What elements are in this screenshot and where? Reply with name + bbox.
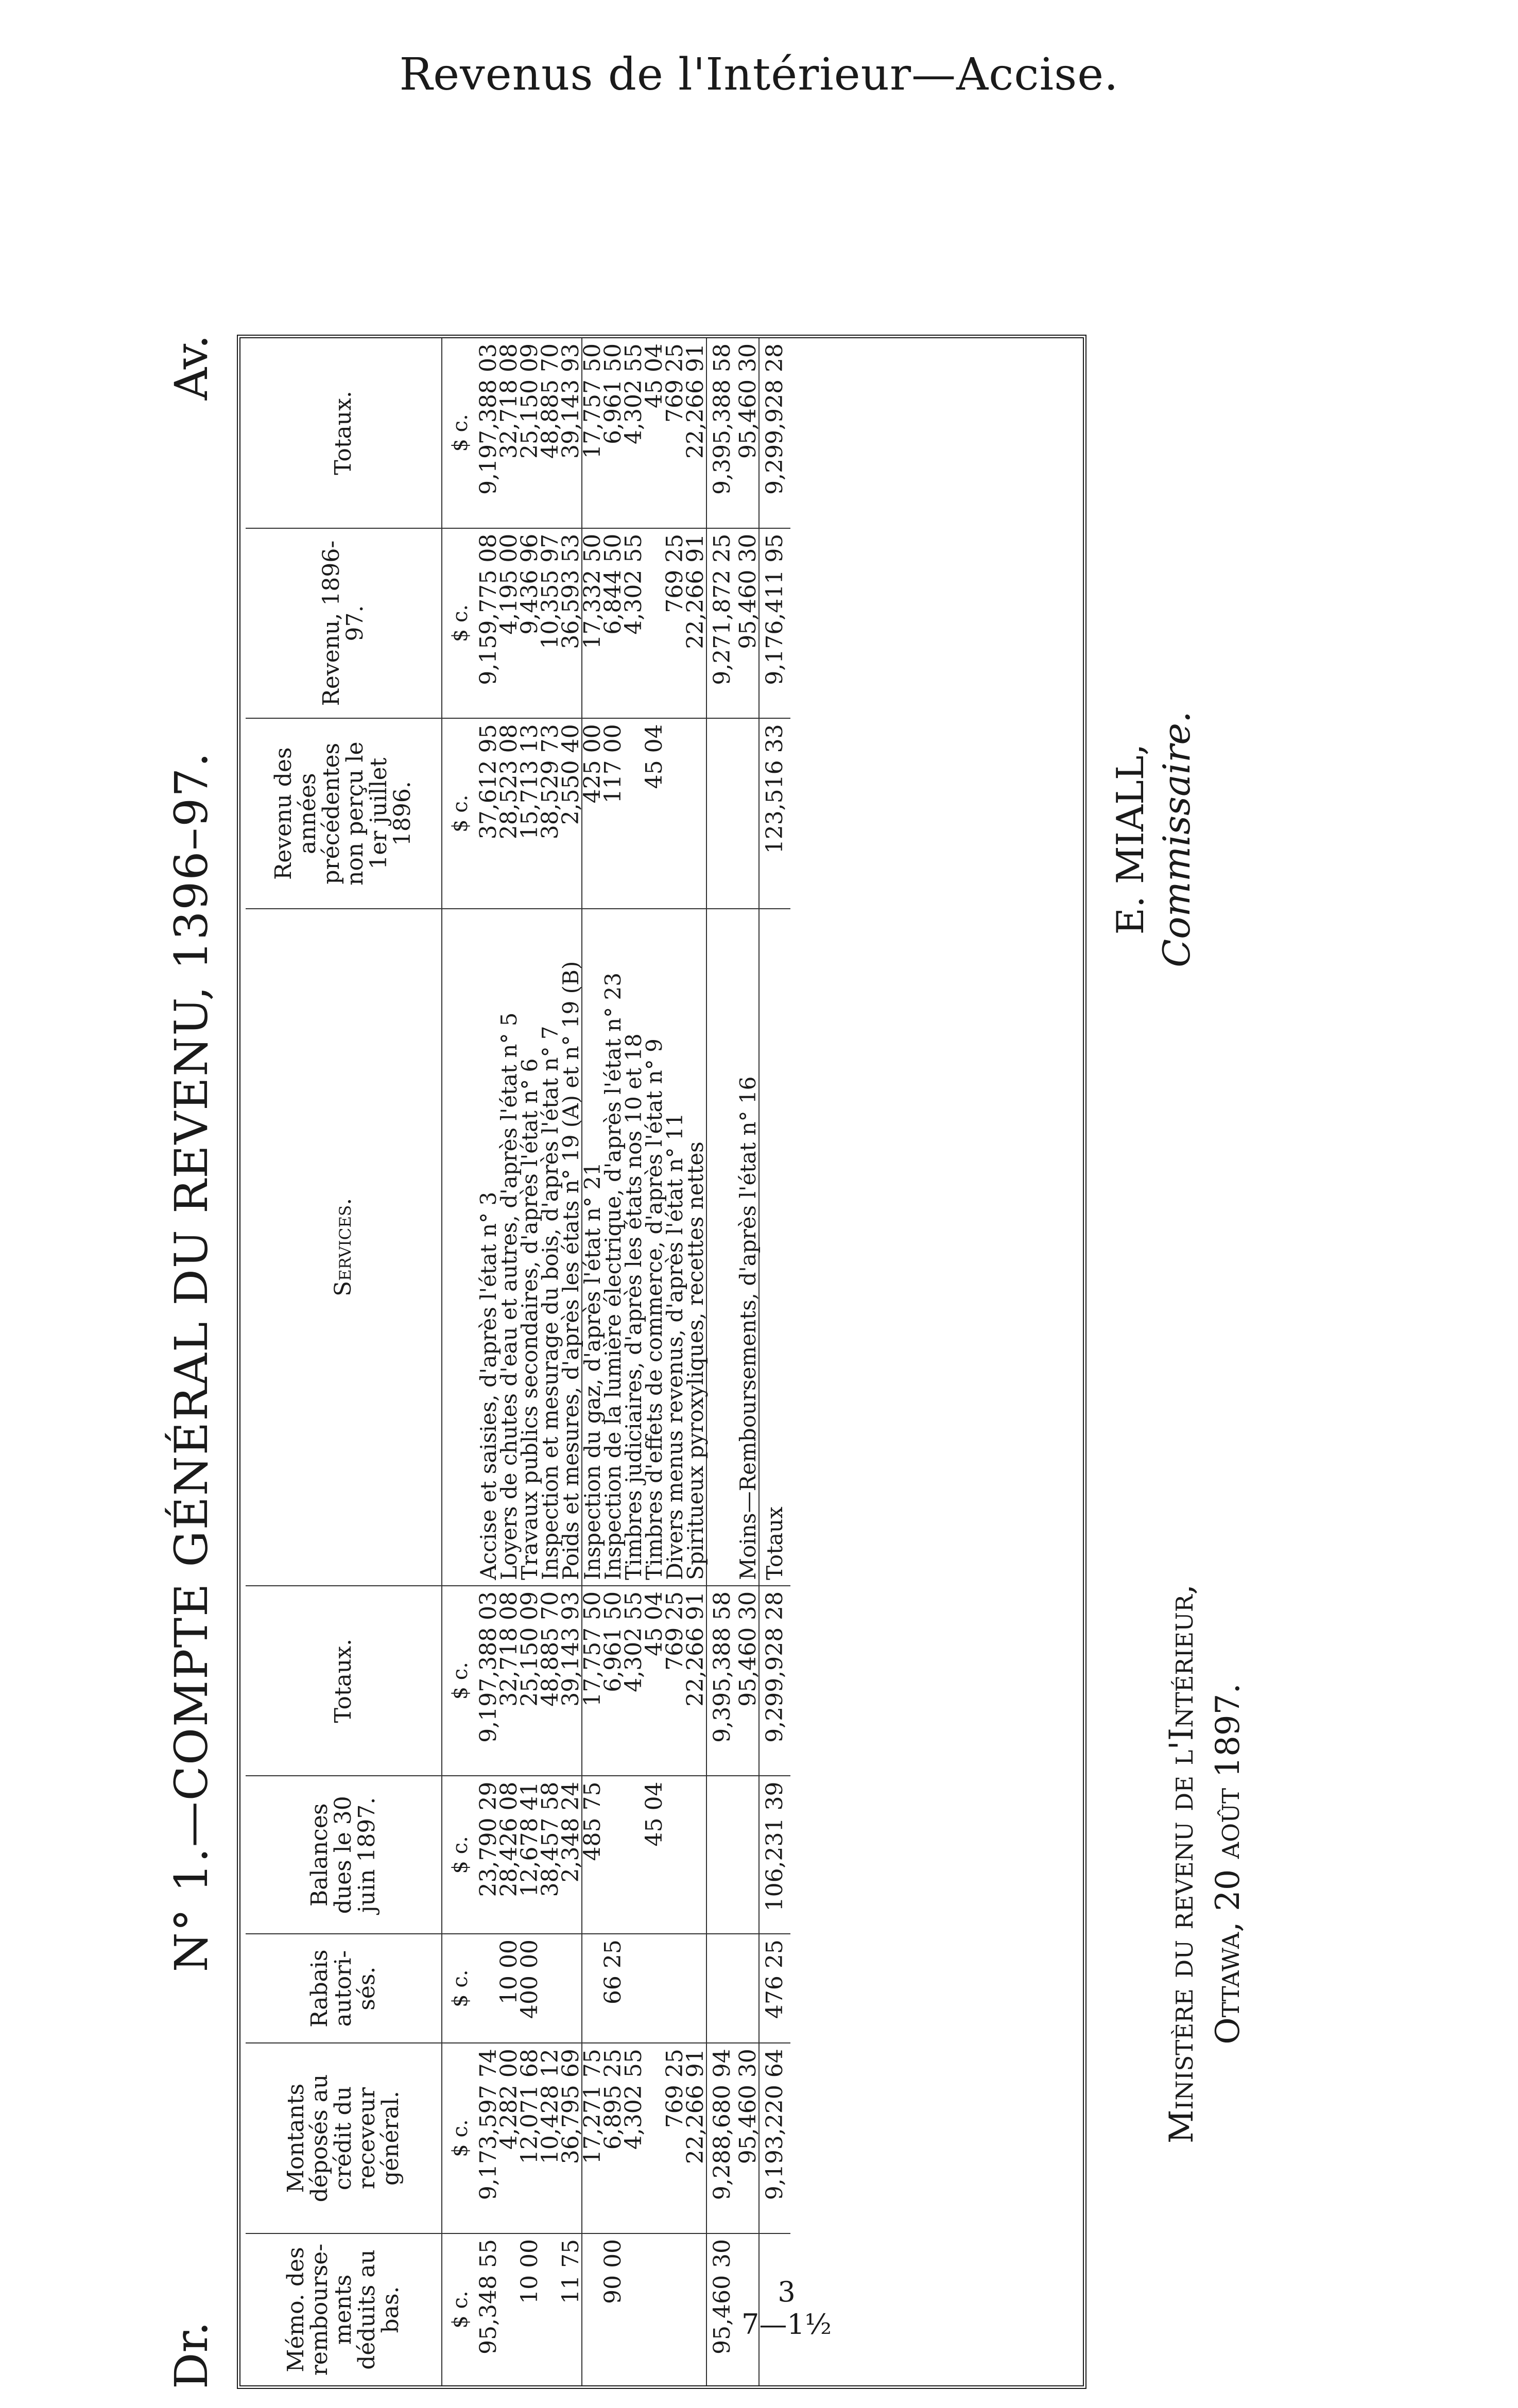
- cell-total: 48,885 70: [540, 1586, 561, 1776]
- cell-montants: 12,071 68: [520, 2043, 540, 2233]
- cell-prev: 117 00: [603, 718, 624, 909]
- col-totaux-header: Totaux.: [246, 1586, 442, 1776]
- signatory-title: Commissaire.: [1155, 711, 1198, 967]
- cell-service: Totaux: [759, 909, 790, 1586]
- cell-balances: [665, 1776, 685, 1934]
- unit-row: [442, 338, 478, 2385]
- cell-prev: [685, 718, 706, 909]
- cell-balances: [706, 1776, 738, 1934]
- cell-total2: 9,395,388 58: [706, 338, 738, 528]
- cell-memo: [685, 2233, 706, 2385]
- unit-cell: $ c.: [442, 1776, 478, 1934]
- cell-memo: 95,348 55: [478, 2233, 499, 2385]
- cell-rabais: 66 25: [603, 1934, 624, 2043]
- page-reference: 7—1½: [741, 2308, 832, 2341]
- cell-balances: 2,348 24: [561, 1776, 582, 1934]
- cell-montants: 9,288,680 94: [706, 2043, 738, 2233]
- page-number: [741, 2276, 832, 2341]
- header-row: [246, 338, 442, 2385]
- cell-total2: 25,150 09: [516, 343, 543, 459]
- cell-revenu: 9,436 96: [520, 528, 540, 719]
- cell-revenu: 9,159,775 08: [478, 528, 499, 719]
- cell-revenu: 10,355 97: [540, 528, 561, 719]
- cell-montants: 10,428 12: [540, 2043, 561, 2233]
- cell-service: Loyers de chutes d'eau et autres, d'après l'état n° 5: [499, 909, 520, 1586]
- cell-service: Inspection du gaz, d'après l'état n° 21: [582, 909, 603, 1586]
- table-row: [759, 338, 790, 2385]
- cell-total2: 39,143 93: [558, 343, 584, 459]
- cell-rabais: [644, 1934, 665, 2043]
- cell-revenu: 769 25: [665, 528, 685, 719]
- signatory-name: E. MIALL,: [1109, 743, 1152, 935]
- cell-balances: 12,678 41: [520, 1776, 540, 1934]
- cell-service: Timbres d'effets de commerce, d'après l'état n° 9: [644, 909, 665, 1586]
- cell-prev: 425 00: [582, 718, 603, 909]
- cell-service: Timbres judiciaires, d'après les états nos 10 et 18: [624, 909, 644, 1586]
- cell-balances: 28,426 08: [499, 1776, 520, 1934]
- cell-total: 9,395,388 58: [706, 1586, 738, 1776]
- cell-montants: 22,266 91: [685, 2043, 706, 2233]
- cell-rabais: 10 00: [499, 1934, 520, 2043]
- col-balances-header: Balances dues le 30 juin 1897.: [246, 1776, 442, 1934]
- col-montants-header: Montants déposés au crédit du receveur général.: [246, 2043, 442, 2233]
- cell-total: 95,460 30: [738, 1586, 759, 1776]
- col-revenu-prec-header: Revenu des années précédentes non perçu le 1er juillet 1896.: [246, 718, 442, 909]
- cell-montants: 4,302 55: [624, 2043, 644, 2233]
- cell-balances: 23,790 29: [478, 1776, 499, 1934]
- col-services-header: Services.: [246, 909, 442, 1586]
- debit-label: Dr.: [165, 2322, 218, 2389]
- cell-revenu: 4,302 55: [624, 528, 644, 719]
- cell-revenu: 22,266 91: [685, 528, 706, 719]
- cell-total: 25,150 09: [520, 1586, 540, 1776]
- cell-total: 45 04: [644, 1586, 665, 1776]
- cell-service: Inspection et mesurage du bois, d'après l'état n° 7: [540, 909, 561, 1586]
- cell-rabais: [706, 1934, 738, 2043]
- unit-cell: $ c.: [442, 2043, 478, 2233]
- cell-prev: 38,529 73: [540, 718, 561, 909]
- cell-total2: 32,718 08: [496, 343, 522, 459]
- cell-montants: 95,460 30: [738, 2043, 759, 2233]
- cell-revenu: 9,176,411 95: [759, 528, 790, 719]
- unit-cell: $ c.: [442, 718, 478, 909]
- cell-rabais: [738, 1934, 759, 2043]
- cell-montants: 9,193,220 64: [759, 2043, 790, 2233]
- cell-total: 4,302 55: [624, 1586, 644, 1776]
- cell-service: Spiritueux pyroxyliques, recettes nettes: [685, 909, 706, 1586]
- cell-balances: [603, 1776, 624, 1934]
- cell-montants: 17,271 75: [582, 2043, 603, 2233]
- signature-block: [1107, 608, 1200, 1071]
- cell-montants: 6,895 25: [603, 2043, 624, 2233]
- cell-balances: 38,457 58: [540, 1776, 561, 1934]
- cell-total: 22,266 91: [685, 1586, 706, 1776]
- cell-montants: 36,795 69: [561, 2043, 582, 2233]
- revenue-table-frame: [237, 335, 1086, 2389]
- cell-memo: 90 00: [603, 2233, 624, 2385]
- cell-total2: 48,885 70: [537, 343, 563, 459]
- cell-total: 39,143 93: [561, 1586, 582, 1776]
- page-header: Revenus de l'Intérieur—Accise.: [399, 49, 1119, 100]
- cell-balances: 45 04: [644, 1776, 665, 1934]
- table-row: [706, 338, 738, 2385]
- cell-total2: 4,302 55: [620, 343, 647, 444]
- cell-service: Poids et mesures, d'après les états n° 19 (A) et n° 19 (B): [561, 909, 582, 1586]
- cell-rabais: 476 25: [759, 1934, 790, 2043]
- cell-prev: 123,516 33: [759, 718, 790, 909]
- ministry-line: Ministère du revenu de l'Intérieur,: [1163, 1584, 1201, 2144]
- cell-rabais: [624, 1934, 644, 2043]
- cell-revenu: 4,195 00: [499, 528, 520, 719]
- cell-balances: 106,231 39: [759, 1776, 790, 1934]
- cell-montants: 9,173,597 74: [478, 2043, 499, 2233]
- cell-balances: [738, 1776, 759, 1934]
- cell-balances: 485 75: [582, 1776, 603, 1934]
- credit-label: Av.: [165, 335, 218, 401]
- col-rabais-header: Rabais autori-sés.: [246, 1934, 442, 2043]
- cell-total: 9,197,388 03: [478, 1586, 499, 1776]
- cell-total2: 45 04: [641, 343, 667, 408]
- cell-total: 9,299,928 28: [759, 1586, 790, 1776]
- table-row: [738, 338, 759, 2385]
- cell-memo: [665, 2233, 685, 2385]
- table-title: N° 1.—COMPTE GÉNÉRAL DU REVENU, 1396–97.: [165, 751, 218, 1972]
- cell-total2: 769 25: [662, 343, 688, 423]
- revenue-table: [246, 338, 790, 2385]
- cell-total2: 17,757 50: [582, 338, 603, 528]
- cell-service: Inspection de la lumière électrique, d'après l'état n° 23: [603, 909, 624, 1586]
- cell-revenu: 9,271,872 25: [706, 528, 738, 719]
- cell-service: [706, 909, 738, 1586]
- unit-cell: $ c.: [442, 2233, 478, 2385]
- cell-prev: [706, 718, 738, 909]
- cell-rabais: [685, 1934, 706, 2043]
- cell-prev: 2,550 40: [561, 718, 582, 909]
- unit-cell: [442, 909, 478, 1586]
- cell-total2: 6,961 50: [600, 343, 626, 444]
- cell-prev: 15,713 13: [520, 718, 540, 909]
- cell-memo: 95,460 30: [706, 2233, 738, 2385]
- cell-total: 6,961 50: [603, 1586, 624, 1776]
- cell-total: 32,718 08: [499, 1586, 520, 1776]
- cell-rabais: [540, 1934, 561, 2043]
- cell-prev: [738, 718, 759, 909]
- cell-total2: 22,266 91: [682, 343, 709, 459]
- table-row: [624, 338, 644, 2385]
- table-body: [442, 338, 790, 2385]
- cell-total2: 9,197,388 03: [475, 343, 502, 495]
- cell-revenu: 36,593 53: [561, 528, 582, 719]
- cell-revenu: 17,332 50: [582, 528, 603, 719]
- cell-total2: 95,460 30: [735, 343, 761, 459]
- cell-service: Travaux publics secondaires, d'après l'état n° 6: [520, 909, 540, 1586]
- cell-revenu: 95,460 30: [738, 528, 759, 719]
- table-row: [561, 338, 582, 2385]
- cell-prev: 28,523 08: [499, 718, 520, 909]
- col-memo-header: Mémo. des rembourse-ments déduits au bas.: [246, 2233, 442, 2385]
- cell-prev: [665, 718, 685, 909]
- cell-service: Moins—Remboursements, d'après l'état n° 16: [738, 909, 759, 1586]
- cell-memo: 11 75: [561, 2233, 582, 2385]
- col-revenu-header: Revenu, 1896-97.: [246, 528, 442, 719]
- cell-memo: 10 00: [520, 2233, 540, 2385]
- page-number-value: 3: [778, 2276, 796, 2308]
- unit-cell: $ c.: [442, 1934, 478, 2043]
- cell-prev: 45 04: [644, 718, 665, 909]
- cell-memo: [644, 2233, 665, 2385]
- col-totaux2-header: Totaux.: [246, 338, 442, 528]
- cell-rabais: 400 00: [520, 1934, 540, 2043]
- cell-rabais: [665, 1934, 685, 2043]
- cell-montants: 4,282 00: [499, 2043, 520, 2233]
- cell-prev: 37,612 95: [478, 718, 499, 909]
- unit-cell: $ c.: [442, 1586, 478, 1776]
- cell-rabais: [561, 1934, 582, 2043]
- cell-total2: 9,299,928 28: [759, 338, 790, 528]
- cell-balances: [685, 1776, 706, 1934]
- cell-revenu: 6,844 50: [603, 528, 624, 719]
- rotated-page-content: [165, 335, 1385, 2389]
- ministry-footer: [1159, 1400, 1251, 2327]
- cell-service: Accise et saisies, d'après l'état n° 3: [478, 909, 499, 1586]
- cell-total: 769 25: [665, 1586, 685, 1776]
- unit-cell: $ c.: [449, 414, 472, 452]
- cell-service: Divers menus revenus, d'après l'état n° 11: [665, 909, 685, 1586]
- unit-cell: $ c.: [442, 528, 478, 719]
- table-row: [685, 338, 706, 2385]
- cell-memo: [624, 2233, 644, 2385]
- cell-total: 17,757 50: [582, 1586, 603, 1776]
- date-line: Ottawa, 20 août 1897.: [1209, 1683, 1247, 2045]
- cell-montants: 769 25: [665, 2043, 685, 2233]
